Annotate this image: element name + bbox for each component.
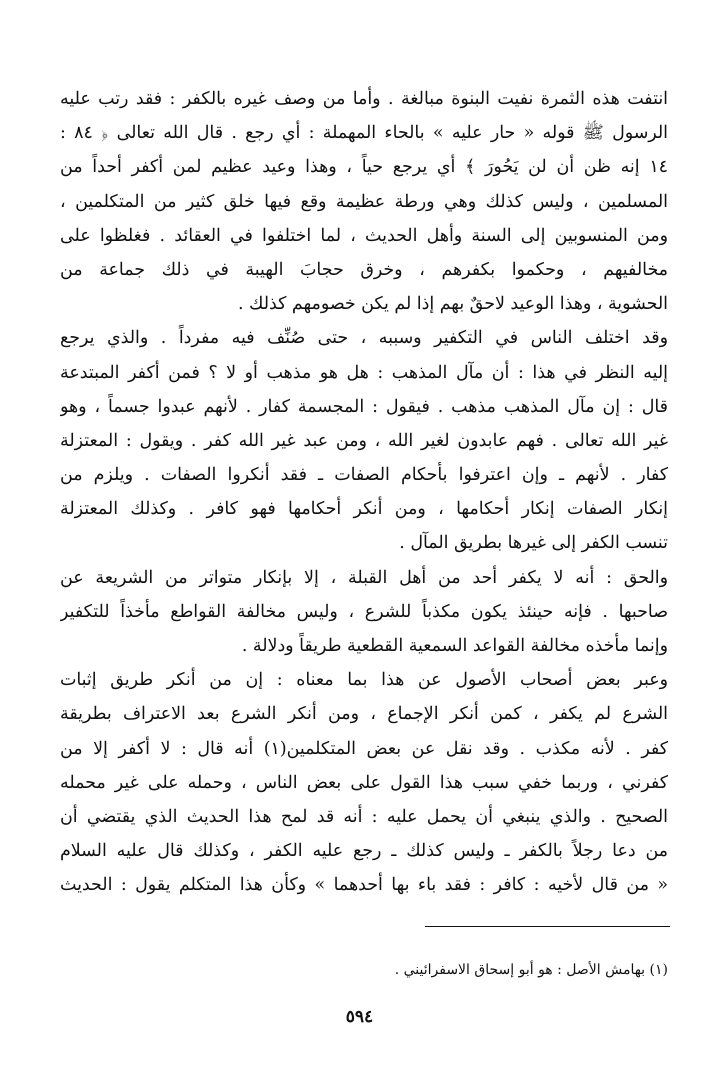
page-number: ٥٩٤ <box>345 1007 374 1027</box>
text-line: كفرني ، وربما خفي سبب هذا القول على بعض الناس ، وحمله على غير محمله <box>60 772 668 793</box>
footnote: (١) بهامش الأصل : هو أبو إسحاق الاسفرائيني . <box>394 962 668 978</box>
body-text <box>60 82 668 903</box>
text-line: إنكار الصفات إنكار أحكامها ، ومن أنكر أحكامها فهو كافر . وكذلك المعتزلة <box>60 499 668 520</box>
footnote-divider <box>425 926 670 927</box>
text-line: صاحبها . فإنه حينئذ يكون مكذباً للشرع ، وليس مخالفة القواطع مأخذاً للتكفير <box>60 601 668 622</box>
text-line: وعبر بعض أصحاب الأصول عن هذا بما معناه : إن من أنكر طريق إثبات <box>60 670 668 691</box>
text-line: انتفت هذه الثمرة نفيت البنوة مبالغة . وأما من وصف غيره بالكفر : فقد رتب عليه <box>60 89 668 109</box>
text-line: إليه النظر في هذا : أن مآل المذهب : هل هو مذهب أو لا ؟ فمن أكفر المبتدعة <box>60 362 668 383</box>
text-line: كفر . لأنه مكذب . وقد نقل عن بعض المتكلمين(١) أنه قال : لا أكفر إلا من <box>60 738 668 759</box>
text-line: كفار . لأنهم ـ وإن اعترفوا بأحكام الصفات ـ فقد أنكروا الصفات . ويلزم من <box>60 465 668 486</box>
text-line: « من قال لأخيه : كافر : فقد باء بها أحدهما » وكأن هذا المتكلم يقول : الحديث <box>60 875 668 896</box>
text-line: تنسب الكفر إلى غيرها بطريق المآل . <box>399 533 668 554</box>
text-line: ١٤ إنه ظن أن لن يَحُورَ ﴾ أي يرجع حياً ، وهذا وعيد عظيم لمن أكفر أحداً من <box>60 157 668 178</box>
text-line: الحشوية ، وهذا الوعيد لاحقٌ بهم إذا لم يكن خصومهم كذلك . <box>237 294 668 315</box>
text-line: الشرع لم يكفر ، كمن أنكر الإجماع ، ومن أنكر الشرع بعد الاعتراف بطريقة <box>60 704 668 725</box>
text-line: والحق : أنه لا يكفر أحد من أهل القبلة ، إلا بإنكار متواتر من الشريعة عن <box>60 567 668 588</box>
text-line: وإنما مأخذه مخالفة القواعد السمعية القطعية طريقاً ودلالة . <box>241 636 668 656</box>
text-line: المسلمين ، وليس كذلك وهي ورطة عظيمة وقع فيها خلق كثير من المتكلمين ، <box>60 191 668 212</box>
text-line: من دعا رجلاً بالكفر ـ وليس كذلك ـ رجع عليه الكفر ، وكذلك قال عليه السلام <box>60 841 668 862</box>
text-line: الرسول ﷺ قوله « حار عليه » بالحاء المهملة : أي رجع . قال الله تعالى ﴿ ٨٤ : <box>60 123 668 144</box>
text-line: مخالفيهم ، وحكموا بكفرهم ، وخرق حجابَ الهيبة في ذلك جماعة من <box>60 259 668 280</box>
text-line: وقد اختلف الناس في التكفير وسببه ، حتى صُنِّف فيه مفرداً . والذي يرجع <box>60 328 668 349</box>
text-line: غير الله تعالى . فهم عابدون لغير الله ، ومن عبد غير الله كفر . ويقول : المعتزلة <box>60 430 668 451</box>
text-line: الصحيح . والذي ينبغي أن يحمل عليه : أنه قد لمح هذا الحديث الذي يقتضي أن <box>60 806 668 827</box>
text-line: ومن المنسوبين إلى السنة وأهل الحديث ، لما اختلفوا في العقائد . فغلظوا على <box>60 225 668 246</box>
text-line: قال : إن مآل المذهب مذهب . فيقول : المجسمة كفار . لأنهم عبدوا جسماً ، وهو <box>60 396 668 417</box>
